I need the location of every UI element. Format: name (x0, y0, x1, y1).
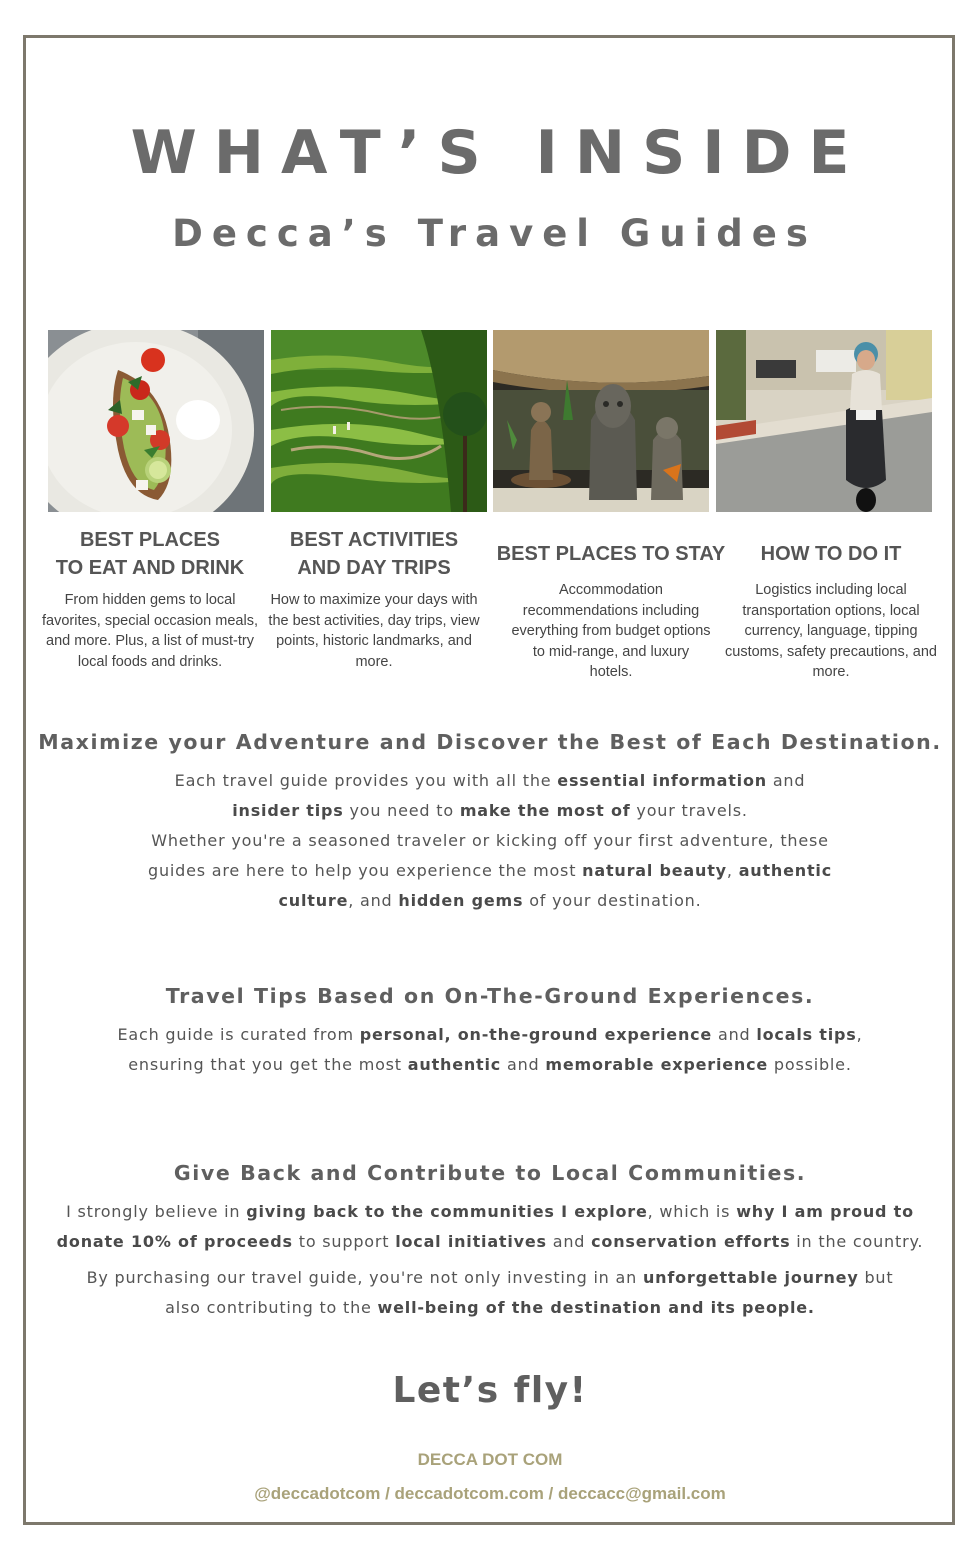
emphasis-text: hidden gems (398, 891, 524, 910)
card-how-to-do-it (719, 540, 943, 683)
emphasis-text: conservation efforts (591, 1232, 791, 1251)
emphasis-text: giving back to the communities I explore (246, 1202, 648, 1221)
emphasis-text: locals tips (756, 1025, 857, 1044)
stone-statues-illustration (493, 330, 709, 512)
card-description: Accommodation recommendations including everything from budget options to mid-range, and luxury hotels. (511, 582, 711, 680)
stone-statues-photo (493, 330, 709, 512)
section-give-back-text: I strongly believe in giving back to the communities I explore, which is why I am proud to donate 10% of proceeds to support local initiatives and conservation efforts in the country. (56, 1202, 924, 1251)
section-travel-tips-heading: Travel Tips Based on On-The-Ground Experiences. (165, 984, 815, 1008)
card-activities-day-trips (262, 526, 486, 672)
plated-food-photo (48, 330, 264, 512)
contact-links[interactable]: @deccadotcom / deccadotcom.com / deccacc@gmail.com (254, 1484, 726, 1503)
section-travel-tips-text: Each guide is curated from personal, on-the-ground experience and locals tips, ensuring that you get the most authentic and memorable experience possible. (117, 1025, 863, 1074)
page-title: WHAT’S INSIDE (130, 118, 867, 188)
emphasis-text: make the most of (459, 801, 631, 820)
section-give-back-heading: Give Back and Contribute to Local Communities. (173, 1161, 807, 1185)
emphasis-text: unforgettable journey (642, 1268, 859, 1287)
plated-food-illustration (48, 330, 264, 512)
section-adventure-text: Each travel guide provides you with all the essential information and insider tips you need to make the most of your travels. Whether you're a seasoned traveler or kicking off your first adventure, these guides are here to help you experience the most natural beauty, authentic culture, and hidden gems of your destination. (148, 771, 832, 910)
emphasis-text: local initiatives (395, 1232, 547, 1251)
rice-terraces-illustration (271, 330, 487, 512)
scooter-rider-photo (716, 330, 932, 512)
emphasis-text: memorable experience (545, 1055, 769, 1074)
emphasis-text: authentic (407, 1055, 502, 1074)
card-description: How to maximize your days with the best activities, day trips, view points, historic landmarks, and more. (268, 592, 480, 670)
brand-name: DECCA DOT COM (417, 1450, 563, 1469)
section-adventure-heading: Maximize your Adventure and Discover the Best of Each Destination. (38, 730, 942, 754)
emphasis-text: personal, on-the-ground experience (359, 1025, 713, 1044)
emphasis-text: authentic (738, 861, 832, 880)
card-places-to-stay (495, 540, 727, 683)
card-description: Logistics including local transportation options, local currency, language, tipping customs, safety precautions, and more. (725, 582, 937, 680)
emphasis-text: donate 10% of proceeds (56, 1232, 293, 1251)
card-eat-and-drink (38, 526, 262, 672)
card-description: From hidden gems to local favorites, special occasion meals, and more. Plus, a list of must-try local foods and drinks. (42, 592, 258, 670)
emphasis-text: culture (278, 891, 349, 910)
emphasis-text: essential information (557, 771, 767, 790)
emphasis-text: natural beauty (582, 861, 727, 880)
rice-terraces-photo (271, 330, 487, 512)
section-give-back-purchase-text: By purchasing our travel guide, you're not only investing in an unforgettable journey but also contributing to the well-being of the destination and its people. (86, 1268, 894, 1317)
card-heading: BEST PLACES TO EAT AND DRINK (55, 529, 245, 579)
emphasis-text: insider tips (232, 801, 344, 820)
card-heading: BEST ACTIVITIES AND DAY TRIPS (289, 529, 459, 579)
closing-line: Let’s fly! (392, 1370, 588, 1411)
emphasis-text: why I am proud to (736, 1202, 914, 1221)
card-heading: HOW TO DO IT (760, 543, 902, 565)
emphasis-text: well-being of the destination and its people. (377, 1298, 815, 1317)
scooter-rider-illustration (716, 330, 932, 512)
page-subtitle: Decca’s Travel Guides (172, 212, 817, 255)
card-heading: BEST PLACES TO STAY (496, 543, 726, 565)
